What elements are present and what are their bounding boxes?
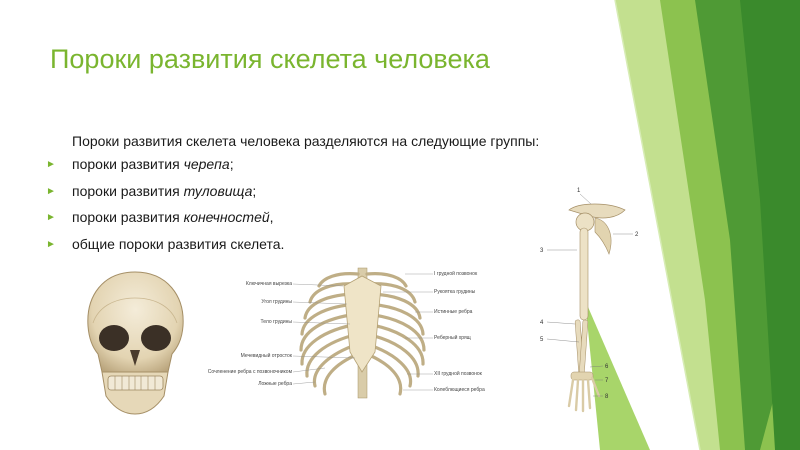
thorax-label: Истинные ребра xyxy=(434,309,473,315)
arm-label-number: 7 xyxy=(605,378,609,384)
bullet-suffix: , xyxy=(269,209,274,226)
thorax-label: Ложные ребра xyxy=(258,381,292,387)
bullet-list xyxy=(46,156,284,262)
intro-text: Пороки развития скелета человека разделяются на следующие группы: xyxy=(72,133,540,149)
thorax-label: Ключичная вырезка xyxy=(245,281,292,287)
bullet-marker-icon: ► xyxy=(46,238,56,250)
thorax-label: Реберный хрящ xyxy=(434,335,471,341)
thorax-label: Тело грудины xyxy=(260,319,292,325)
bullet-emphasis: конечностей xyxy=(183,209,270,226)
thorax-label: Угол грудины xyxy=(261,299,292,305)
list-item xyxy=(46,209,284,236)
list-item xyxy=(46,183,284,210)
arm-label-number: 6 xyxy=(605,364,609,370)
list-item xyxy=(46,236,284,263)
skull-image xyxy=(78,268,193,418)
bullet-suffix: ; xyxy=(229,156,234,172)
bullet-emphasis: черепа xyxy=(183,156,230,172)
bullet-marker-icon: ► xyxy=(46,159,56,170)
arm-label-number: 1 xyxy=(577,188,581,194)
ribcage-image xyxy=(207,262,485,414)
thorax-label: I грудной позвонок xyxy=(434,271,478,277)
bullet-marker-icon: ► xyxy=(46,212,56,224)
thorax-label: Рукоятка грудины xyxy=(434,289,476,295)
bullet-prefix: пороки развития xyxy=(72,209,184,226)
arm-skeleton-image xyxy=(525,182,645,412)
arm-label-number: 5 xyxy=(540,337,544,343)
arm-label-number: 2 xyxy=(635,232,639,238)
thorax-label: Колеблющиеся ребра xyxy=(434,387,485,393)
arm-label-number: 8 xyxy=(605,394,609,400)
bullet-prefix: пороки развития xyxy=(72,156,184,172)
bullet-prefix: общие пороки развития скелета. xyxy=(72,235,285,252)
bullet-prefix: пороки развития xyxy=(72,182,184,199)
list-item xyxy=(46,156,284,183)
thorax-label: XII грудной позвонок xyxy=(434,371,482,377)
arm-label-number: 4 xyxy=(540,320,544,326)
bullet-suffix: ; xyxy=(252,182,257,199)
bullet-marker-icon: ► xyxy=(46,185,56,197)
arm-label-number: 3 xyxy=(540,248,544,254)
bullet-emphasis: туловища xyxy=(183,182,253,199)
slide-title: Пороки развития скелета человека xyxy=(50,44,490,74)
thorax-label: Мечевидный отросток xyxy=(240,353,292,359)
thorax-label: Сочленение ребра с позвоночником xyxy=(207,369,292,375)
